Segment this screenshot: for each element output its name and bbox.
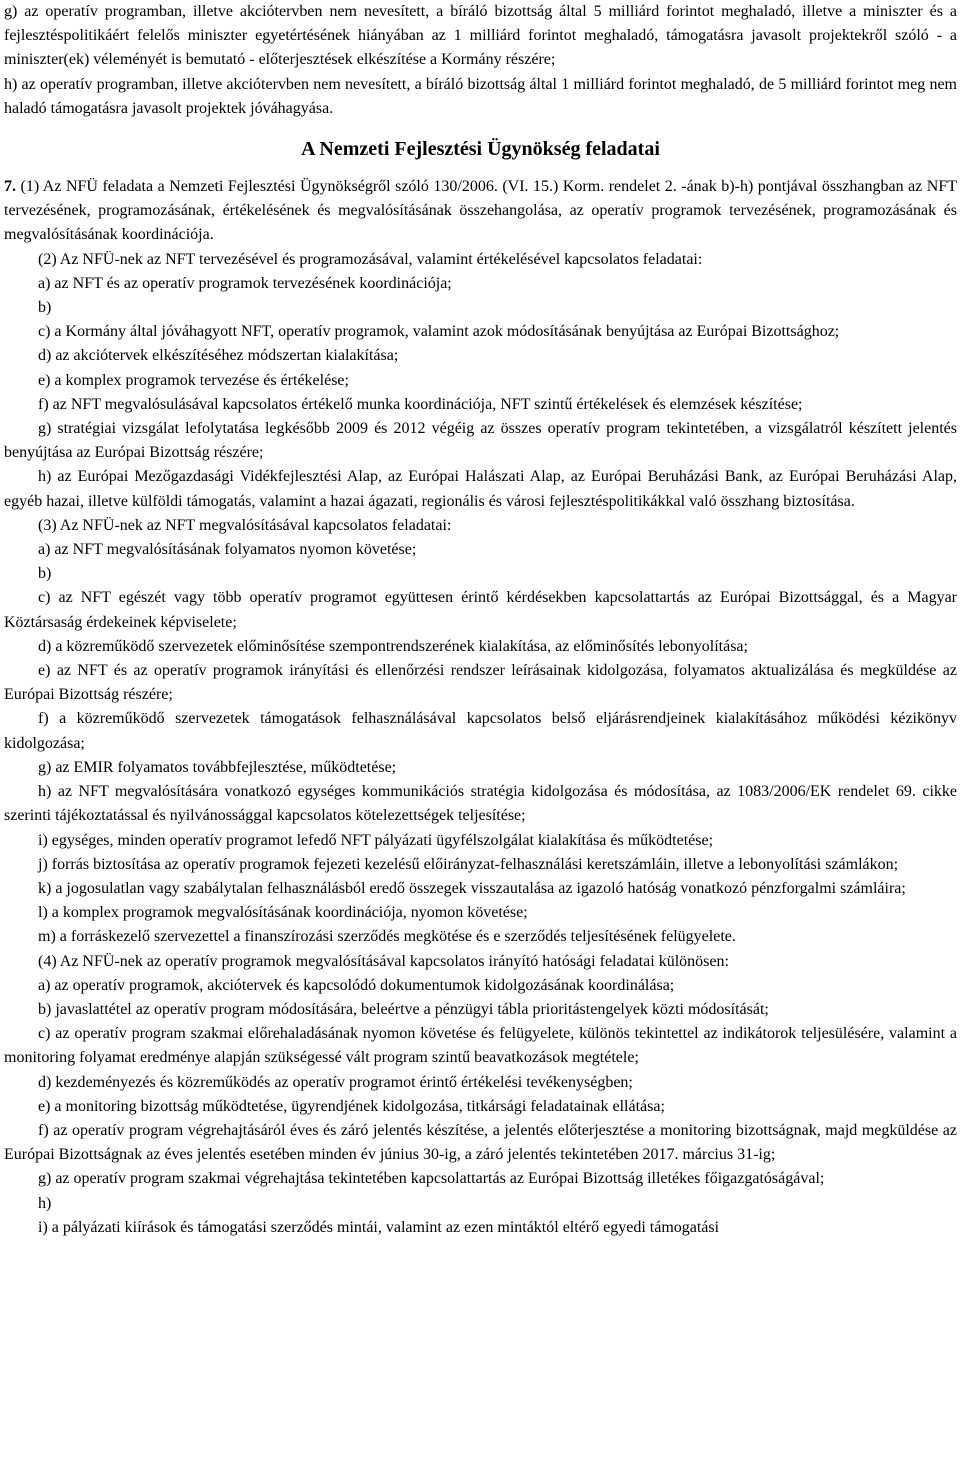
list-item: (4) Az NFÜ-nek az operatív programok megvalósításával kapcsolatos irányító hatósági feladatai különösen: bbox=[38, 952, 729, 970]
list-item: b) javaslattétel az operatív program módosítására, beleértve a pénzügyi tábla prioritástengelyek közti módosítását; bbox=[38, 1000, 769, 1018]
list-item: j) forrás biztosítása az operatív programok fejezeti kezelésű előirányzat-felhasználási keretszámláin, illetve a lebonyolítási számlákon; bbox=[38, 855, 899, 873]
list-item: (2) Az NFÜ-nek az NFT tervezésével és programozásával, valamint értékelésével kapcsolatos feladatai: bbox=[38, 250, 703, 268]
intro-paragraph-g: g) az operatív programban, illetve akciótervben nem nevesített, a bíráló bizottság által 5 milliárd forintot meghaladó, illetve a miniszter és a fejlesztéspolitikáért felelős miniszter egyetértésének hiányában az 1 milliárd forintot meghaladó, támogatásra javasolt projektekről szóló - a miniszter(ek) véleményét is bemutató - előterjesztések elkészítése a Kormány részére; bbox=[4, 3, 957, 69]
list-item: d) a közreműködő szervezetek előminősítése szempontrendszerének kialakítása, az előminősítés lebonyolítása; bbox=[38, 637, 748, 655]
list-item: a) az operatív programok, akciótervek és kapcsolódó dokumentumok kidolgozásának koordinálása; bbox=[38, 976, 675, 994]
list-item: h) az Európai Mezőgazdasági Vidékfejlesztési Alap, az Európai Halászati Alap, az Európai Beruházási Bank, az Európai Beruházási Alap, egyéb hazai, illetve külföldi támogatás, valamint a hazai ágazati, regionális és városi fejlesztéspolitikákkal való összhang biztosítása. bbox=[4, 468, 957, 510]
list-item: m) a forráskezelő szervezettel a finanszírozási szerződés megkötése és e szerződés teljesítésének felügyelete. bbox=[38, 928, 736, 946]
paragraph-list bbox=[4, 248, 957, 1240]
list-item: b) bbox=[38, 299, 52, 317]
list-item: e) az NFT és az operatív programok irányítási és ellenőrzési rendszer leírásainak kidolgozása, folyamatos aktualizálása és megküldése az Európai Bizottság részére; bbox=[4, 662, 957, 704]
list-item: c) az operatív program szakmai előrehaladásának nyomon követése és felügyelete, különös tekintettel az indikátorok teljesülésére, valamint a monitoring folyamat eredménye alapján szükségessé vált program szintű beavatkozások megtétele; bbox=[4, 1025, 957, 1067]
list-item: d) az akciótervek elkészítéséhez módszertan kialakítása; bbox=[38, 347, 399, 365]
list-item: c) a Kormány által jóváhagyott NFT, operatív programok, valamint azok módosításának benyújtása az Európai Bizottsághoz; bbox=[38, 323, 840, 341]
list-item: f) a közreműködő szervezetek támogatások felhasználásával kapcsolatos belső eljárásrendjeinek kialakításához működési kézikönyv kidolgozása; bbox=[4, 710, 957, 752]
intro-block bbox=[4, 0, 957, 121]
list-item: k) a jogosulatlan vagy szabálytalan felhasználásból eredő összegek visszautalása az igazoló hatóság vonatkozó pénzforgalmi számláira; bbox=[38, 879, 906, 897]
list-item: i) egységes, minden operatív programot lefedő NFT pályázati ügyfélszolgálat kialakítása és működtetése; bbox=[38, 831, 714, 849]
intro-paragraph-h: h) az operatív programban, illetve akciótervben nem nevesített, a bíráló bizottság által 1 milliárd forintot meghaladó, de 5 milliárd forintot meg nem haladó támogatásra javasolt projektek jóváhagyása. bbox=[4, 75, 957, 117]
list-item: h) az NFT megvalósítására vonatkozó egységes kommunikációs stratégia kidolgozása és módosítása, az 1083/2006/EK rendelet 69. cikke szerinti tájékoztatással és nyilvánossággal kapcsolatos kötelezettségek teljesítése; bbox=[4, 783, 957, 825]
list-item: g) az EMIR folyamatos továbbfejlesztése, működtetése; bbox=[38, 758, 397, 776]
list-item: d) kezdeményezés és közreműködés az operatív programot érintő értékelési tevékenységben; bbox=[38, 1073, 633, 1091]
list-item: e) a monitoring bizottság működtetése, ügyrendjének kidolgozása, titkársági feladatainak ellátása; bbox=[38, 1097, 665, 1115]
list-item: g) stratégiai vizsgálat lefolytatása legkésőbb 2009 és 2012 végéig az összes operatív program tekintetében, a vizsgálatról készített jelentés benyújtása az Európai Bizottság részére; bbox=[4, 420, 957, 462]
section-7-paragraph-1 bbox=[4, 175, 957, 248]
list-item: (3) Az NFÜ-nek az NFT megvalósításával kapcsolatos feladatai: bbox=[38, 516, 452, 534]
list-item: h) bbox=[38, 1194, 52, 1212]
list-item: l) a komplex programok megvalósításának koordinációja, nyomon követése; bbox=[38, 904, 528, 922]
list-item: c) az NFT egészét vagy több operatív programot együttesen érintő kérdésekben kapcsolattartás az Európai Bizottsággal, és a Magyar Köztársaság érdekeinek képviselete; bbox=[4, 589, 957, 631]
section-number: 7. bbox=[4, 178, 16, 196]
list-item: f) az NFT megvalósulásával kapcsolatos értékelő munka koordinációja, NFT szintű értékelések és elemzések készítése; bbox=[38, 395, 803, 413]
list-item: a) az NFT és az operatív programok tervezésének koordinációja; bbox=[38, 274, 452, 292]
list-item: e) a komplex programok tervezése és értékelése; bbox=[38, 371, 349, 389]
list-item: i) a pályázati kiírások és támogatási szerződés mintái, valamint az ezen mintáktól eltérő egyedi támogatási bbox=[38, 1218, 720, 1236]
list-item: b) bbox=[38, 565, 52, 583]
list-item: a) az NFT megvalósításának folyamatos nyomon követése; bbox=[38, 541, 417, 559]
section-7-first-text: (1) Az NFÜ feladata a Nemzeti Fejlesztési Ügynökségről szóló 130/2006. (VI. 15.) Korm. rendelet 2. -ának b)-h) pontjával összhangban az NFT tervezésének, programozásának, értékelésének és megvalósításának összehangolása, az operatív programok tervezésének, programozásának és megvalósításának koordinációja. bbox=[4, 178, 958, 244]
section-heading: A Nemzeti Fejlesztési Ügynökség feladatai bbox=[301, 138, 660, 161]
list-item: f) az operatív program végrehajtásáról éves és záró jelentés készítése, a jelentés előterjesztése a monitoring bizottságnak, majd megküldése az Európai Bizottságnak az éves jelentés esetében minden év június 30-ig, a záró jelentés tekintetében 2017. március 31-ig; bbox=[4, 1121, 957, 1164]
list-item: g) az operatív program szakmai végrehajtása tekintetében kapcsolattartás az Európai Bizottság illetékes főigazgatóságával; bbox=[38, 1170, 825, 1188]
